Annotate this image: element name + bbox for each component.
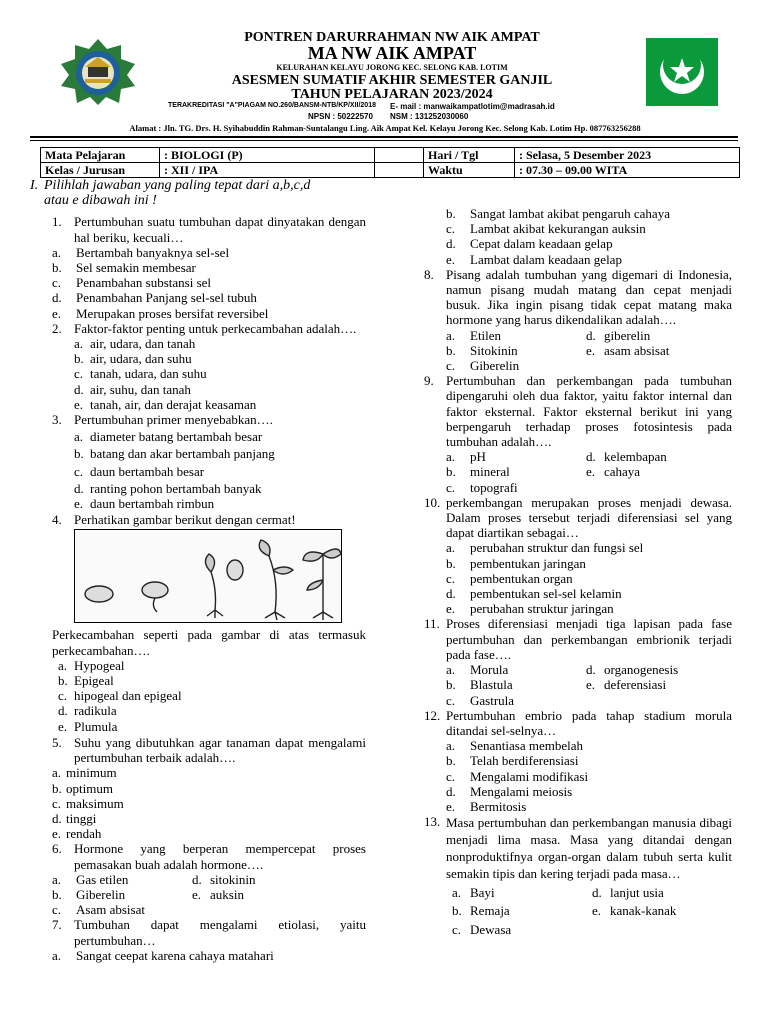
question-2-text: Faktor-faktor penting untuk perkecambahan adalah…. [74, 320, 357, 336]
question-3-text: Pertumbuhan primer menyebabkan…. [74, 412, 273, 428]
question-4-text: Perhatikan gambar berikut dengan cermat! [74, 512, 296, 528]
question-1-option-b[interactable]: b. Sel semakin membesar [52, 260, 196, 276]
question-6-options-row-1 [52, 872, 366, 887]
question-5-option-e[interactable]: e. rendah [52, 826, 102, 842]
question-8-option-e[interactable]: e. asam absisat [586, 342, 670, 358]
question-13-option-d[interactable]: d. lanjut usia [592, 885, 664, 901]
question-8-option-b[interactable]: b. Sitokinin [446, 342, 518, 358]
question-6-option-e[interactable]: e. auksin [192, 886, 244, 902]
question-9-options-row-2 [424, 464, 732, 479]
question-9-option-d[interactable]: d. kelembapan [586, 449, 667, 465]
question-7: 7. Tumbuhan dapat mengalami etiolasi, yaitu pertumbuhan… [52, 917, 366, 948]
question-11-option-c[interactable]: c. Gastrula [446, 692, 515, 708]
question-2: 2. Faktor-faktor penting untuk perkecambahan adalah…. [52, 321, 366, 336]
question-13-options-row-1 [424, 885, 732, 900]
question-7-option-c[interactable]: c. Lambat akibat kekurangan auksin [446, 221, 646, 237]
question-2-option-a[interactable]: a. air, udara, dan tanah [74, 336, 196, 352]
question-11-options-row-1 [424, 662, 732, 677]
question-9: 9. Pertumbuhan dan perkembangan pada tumbuhan dipengaruhi oleh dua faktor, yaitu faktor internal dan faktor eksternal. Faktor eksternal berikut ini yang berpengaruh terhadap proses fotosintesis pada tumbuhan adalah…. [424, 373, 732, 450]
question-11-option-a[interactable]: a. Morula [446, 662, 509, 678]
question-3-option-d[interactable]: d. ranting pohon bertambah banyak [74, 480, 262, 496]
time-label: Waktu [424, 163, 515, 178]
question-13-option-e[interactable]: e. kanak-kanak [592, 903, 677, 919]
question-1-option-d[interactable]: d. Penambahan Panjang sel-sel tubuh [52, 290, 257, 306]
question-7-text: Tumbuhan dapat mengalami etiolasi, yaitu pertumbuhan… [74, 917, 366, 948]
question-6-option-a[interactable]: a. Gas etilen [52, 871, 129, 887]
question-1-option-c[interactable]: c. Penambahan substansi sel [52, 275, 212, 291]
question-12-option-c[interactable]: c. Mengalami modifikasi [446, 768, 589, 784]
question-7-option-a[interactable]: a. Sangat ceepat karena cahaya matahari [52, 947, 274, 963]
question-11: 11. Proses diferensiasi menjadi tiga lapisan pada fase pertumbuhan dan perkembangan embrionik terjadi pada fase…. [424, 616, 732, 662]
question-9-options-row-1 [424, 449, 732, 464]
question-4-option-d[interactable]: d. radikula [58, 703, 117, 719]
header-location: KELURAHAN KELAYU JORONG KEC. SELONG KAB. LOTIM [276, 63, 508, 72]
question-10-option-c[interactable]: c. pembentukan organ [446, 570, 573, 586]
question-1-option-a[interactable]: a. Bertambah banyaknya sel-sel [52, 244, 230, 260]
question-5-text: Suhu yang dibutuhkan agar tanaman dapat mengalami pertumbuhan terbaik adalah…. [74, 734, 366, 766]
class-label: Kelas / Jurusan [41, 163, 160, 178]
question-11-text: Proses diferensiasi menjadi tiga lapisan pada fase pertumbuhan dan perkembangan embrionik terjadi pada fase…. [446, 616, 732, 662]
empty-cell [375, 148, 424, 163]
question-2-option-c[interactable]: c. tanah, udara, dan suhu [74, 366, 207, 382]
header-accreditation: TERAKREDITASI "A"PIAGAM NO.260/BANSM-NTB/KP/XII/2018 [168, 102, 376, 109]
header-school-name: MA NW AIK AMPAT [307, 43, 477, 63]
question-9-text: Pertumbuhan dan perkembangan pada tumbuhan dipengaruhi oleh dua faktor, yaitu faktor internal dan faktor eksternal. Faktor eksternal berikut ini yang berpengaruh terhadap proses fotosintesis pada tumbuhan adalah…. [446, 373, 732, 450]
question-2-option-d[interactable]: d. air, suhu, dan tanah [74, 381, 191, 397]
question-10-text: perkembangan merupakan proses menjadi dewasa. Dalam proses tersebut terjadi diferensiasi sel yang dapat diartikan sebagai… [446, 494, 732, 541]
question-1-text: Pertumbuhan suatu tumbuhan dapat dinyatakan dengan hal beriku, kecuali… [74, 214, 366, 245]
header-nsm: NSM : 131252030060 [390, 112, 469, 121]
question-5-option-a[interactable]: a. minimum [52, 765, 117, 781]
question-1: 1. Pertumbuhan suatu tumbuhan dapat dinyatakan dengan hal beriku, kecuali… [52, 214, 366, 245]
question-5-option-d[interactable]: d. tinggi [52, 810, 97, 826]
question-11-option-d[interactable]: d. organogenesis [586, 662, 679, 678]
question-10-option-a[interactable]: a. perubahan struktur dan fungsi sel [446, 540, 644, 556]
question-12-text: Pertumbuhan embrio pada tahap stadium morula ditandai sel-selnya… [446, 707, 732, 738]
question-7-option-d[interactable]: d. Cepat dalam keadaan gelap [446, 236, 613, 252]
subject-label: Mata Pelajaran [41, 148, 160, 163]
question-8-option-d[interactable]: d. giberelin [586, 327, 651, 343]
header-divider-thin [30, 140, 738, 141]
question-7-option-b[interactable]: b. Sangat lambat akibat pengaruh cahaya [446, 206, 670, 221]
question-4-option-c[interactable]: c. hipogeal dan epigeal [58, 688, 182, 704]
question-12-option-e[interactable]: e. Bermitosis [446, 798, 527, 814]
header-email: E- mail : manwaikampatlotim@madrasah.id [390, 102, 555, 111]
question-6-options-row-2 [52, 887, 366, 902]
question-6-option-b[interactable]: b. Giberelin [52, 886, 126, 902]
question-13: 13. Masa pertumbuhan dan perkembangan manusia dibagi menjadi lima masa. Masa yang ditandai dengan nonproduktifnya organ-organ dalam tubuh serta kulit semakin tipis dan kering terjadi pada masa… [424, 814, 732, 882]
question-9-option-a[interactable]: a. pH [446, 449, 486, 465]
question-12-option-d[interactable]: d. Mengalami meiosis [446, 783, 573, 799]
question-13-options-row-2 [424, 903, 732, 918]
question-3-option-b[interactable]: b. batang dan akar bertambah panjang [74, 446, 275, 462]
question-9-option-b[interactable]: b. mineral [446, 464, 510, 480]
header-school-year: TAHUN PELAJARAN 2023/2024 [291, 87, 493, 102]
question-8-option-c[interactable]: c. Giberelin [446, 358, 520, 374]
exam-info-table [40, 147, 740, 178]
question-9-option-e[interactable]: e. cahaya [586, 464, 641, 480]
question-7-option-e[interactable]: e. Lambat dalam keadaan gelap [446, 251, 622, 267]
question-13-option-a[interactable]: a. Bayi [452, 885, 495, 901]
header-pontren: PONTREN DARURRAHMAN NW AIK AMPAT [244, 30, 540, 45]
question-5: 5. Suhu yang dibutuhkan agar tanaman dapat mengalami pertumbuhan terbaik adalah…. [52, 734, 366, 766]
question-10-option-e[interactable]: e. perubahan struktur jaringan [446, 601, 614, 617]
question-8-text: Pisang adalah tumbuhan yang digemari di Indonesia, namun pisang mudah matang dan cepat menjadi busuk. Jika ingin pisang tidak cepat matang maka hormone yang harus dikendalikan adalah…. [446, 266, 732, 328]
left-questions [30, 214, 366, 963]
header-npsn: NPSN : 50222570 [308, 112, 373, 121]
header-address: Alamat : Jln. TG. Drs. H. Syihabuddin Rahman-Suntalangu Ling. Aik Ampat Kel. Kelayu Jorong Kec. Selong Kab. Lotim Hp. 087763256288 [129, 123, 641, 133]
question-10: 10. perkembangan merupakan proses menjadi dewasa. Dalam proses tersebut terjadi diferensiasi sel yang dapat diartikan sebagai… [424, 494, 732, 541]
question-6: 6. Hormone yang berperan mempercepat proses pemasakan buah adalah hormone…. [52, 841, 366, 872]
question-12-option-a[interactable]: a. Senantiasa membelah [446, 738, 583, 754]
question-4-option-a[interactable]: a. Hypogeal [58, 657, 125, 673]
question-13-text: Masa pertumbuhan dan perkembangan manusia dibagi menjadi lima masa. Masa yang ditandai dengan nonproduktifnya organ-organ dalam tubuh serta kulit semakin tipis dan kering terjadi pada masa… [446, 815, 732, 882]
question-12-option-b[interactable]: b. Telah berdiferensiasi [446, 753, 579, 769]
germination-figure [74, 529, 342, 623]
header-divider [30, 136, 738, 138]
question-3-option-c[interactable]: c. daun bertambah besar [74, 463, 205, 479]
left-column [30, 178, 366, 963]
question-8-option-a[interactable]: a. Etilen [446, 327, 502, 343]
question-4-option-b[interactable]: b. Epigeal [58, 673, 114, 689]
question-6-option-d[interactable]: d. sitokinin [192, 871, 256, 887]
empty-cell [375, 163, 424, 178]
question-12: 12. Pertumbuhan embrio pada tahap stadium morula ditandai sel-selnya… [424, 707, 732, 738]
question-9-option-c[interactable]: c. topografi [446, 479, 518, 495]
crescent-star-flag-icon [646, 38, 718, 106]
question-5-option-b[interactable]: b. optimum [52, 780, 113, 796]
question-3-option-a[interactable]: a. diameter batang bertambah besar [74, 429, 263, 445]
question-5-option-c[interactable]: c. maksimum [52, 795, 124, 811]
day-value: : Selasa, 5 Desember 2023 [515, 148, 740, 163]
time-value: : 07.30 – 09.00 WITA [515, 163, 740, 178]
subject-value: : BIOLOGI (P) [160, 148, 375, 163]
question-13-option-c[interactable]: c. Dewasa [452, 921, 512, 937]
day-label: Hari / Tgl [424, 148, 515, 163]
instruction: I. Pilihlah jawaban yang paling tepat dari a,b,c,d atau e dibawah ini ! [30, 178, 311, 209]
right-column [424, 206, 732, 937]
header-exam-title: ASESMEN SUMATIF AKHIR SEMESTER GANJIL [231, 73, 553, 88]
question-8-options-row-1 [424, 328, 732, 343]
school-emblem-icon [55, 37, 141, 107]
question-4-option-e[interactable]: e. Plumula [58, 718, 118, 734]
question-13-option-b[interactable]: b. Remaja [452, 903, 510, 919]
question-11-option-b[interactable]: b. Blastula [446, 677, 513, 693]
question-6-option-c[interactable]: c. Asam absisat [52, 902, 145, 918]
question-10-option-d[interactable]: d. pembentukan sel-sel kelamin [446, 586, 622, 602]
question-2-option-e[interactable]: e. tanah, air, dan derajat keasaman [74, 396, 257, 412]
class-value: : XII / IPA [160, 163, 375, 178]
question-10-option-b[interactable]: b. pembentukan jaringan [446, 555, 586, 571]
question-3: 3. Pertumbuhan primer menyebabkan…. [52, 412, 366, 427]
question-11-options-row-2 [424, 677, 732, 692]
question-1-option-e[interactable]: e. Merupakan proses bersifat reversibel [52, 305, 269, 321]
question-8-options-row-2 [424, 343, 732, 358]
question-6-text: Hormone yang berperan mempercepat proses pemasakan buah adalah hormone…. [74, 841, 366, 872]
question-3-option-e[interactable]: e. daun bertambah rimbun [74, 496, 215, 512]
question-4: 4. Perhatikan gambar berikut dengan cermat! [52, 512, 366, 527]
question-4-caption: Perkecambahan seperti pada gambar di atas termasuk perkecambahan…. [52, 627, 366, 658]
question-8: 8. Pisang adalah tumbuhan yang digemari di Indonesia, namun pisang mudah matang dan cepat menjadi busuk. Jika ingin pisang tidak cepat matang maka hormone yang harus dikendalikan adalah…. [424, 266, 732, 328]
question-2-option-b[interactable]: b. air, udara, dan suhu [74, 351, 192, 367]
question-11-option-e[interactable]: e. deferensiasi [586, 677, 667, 693]
